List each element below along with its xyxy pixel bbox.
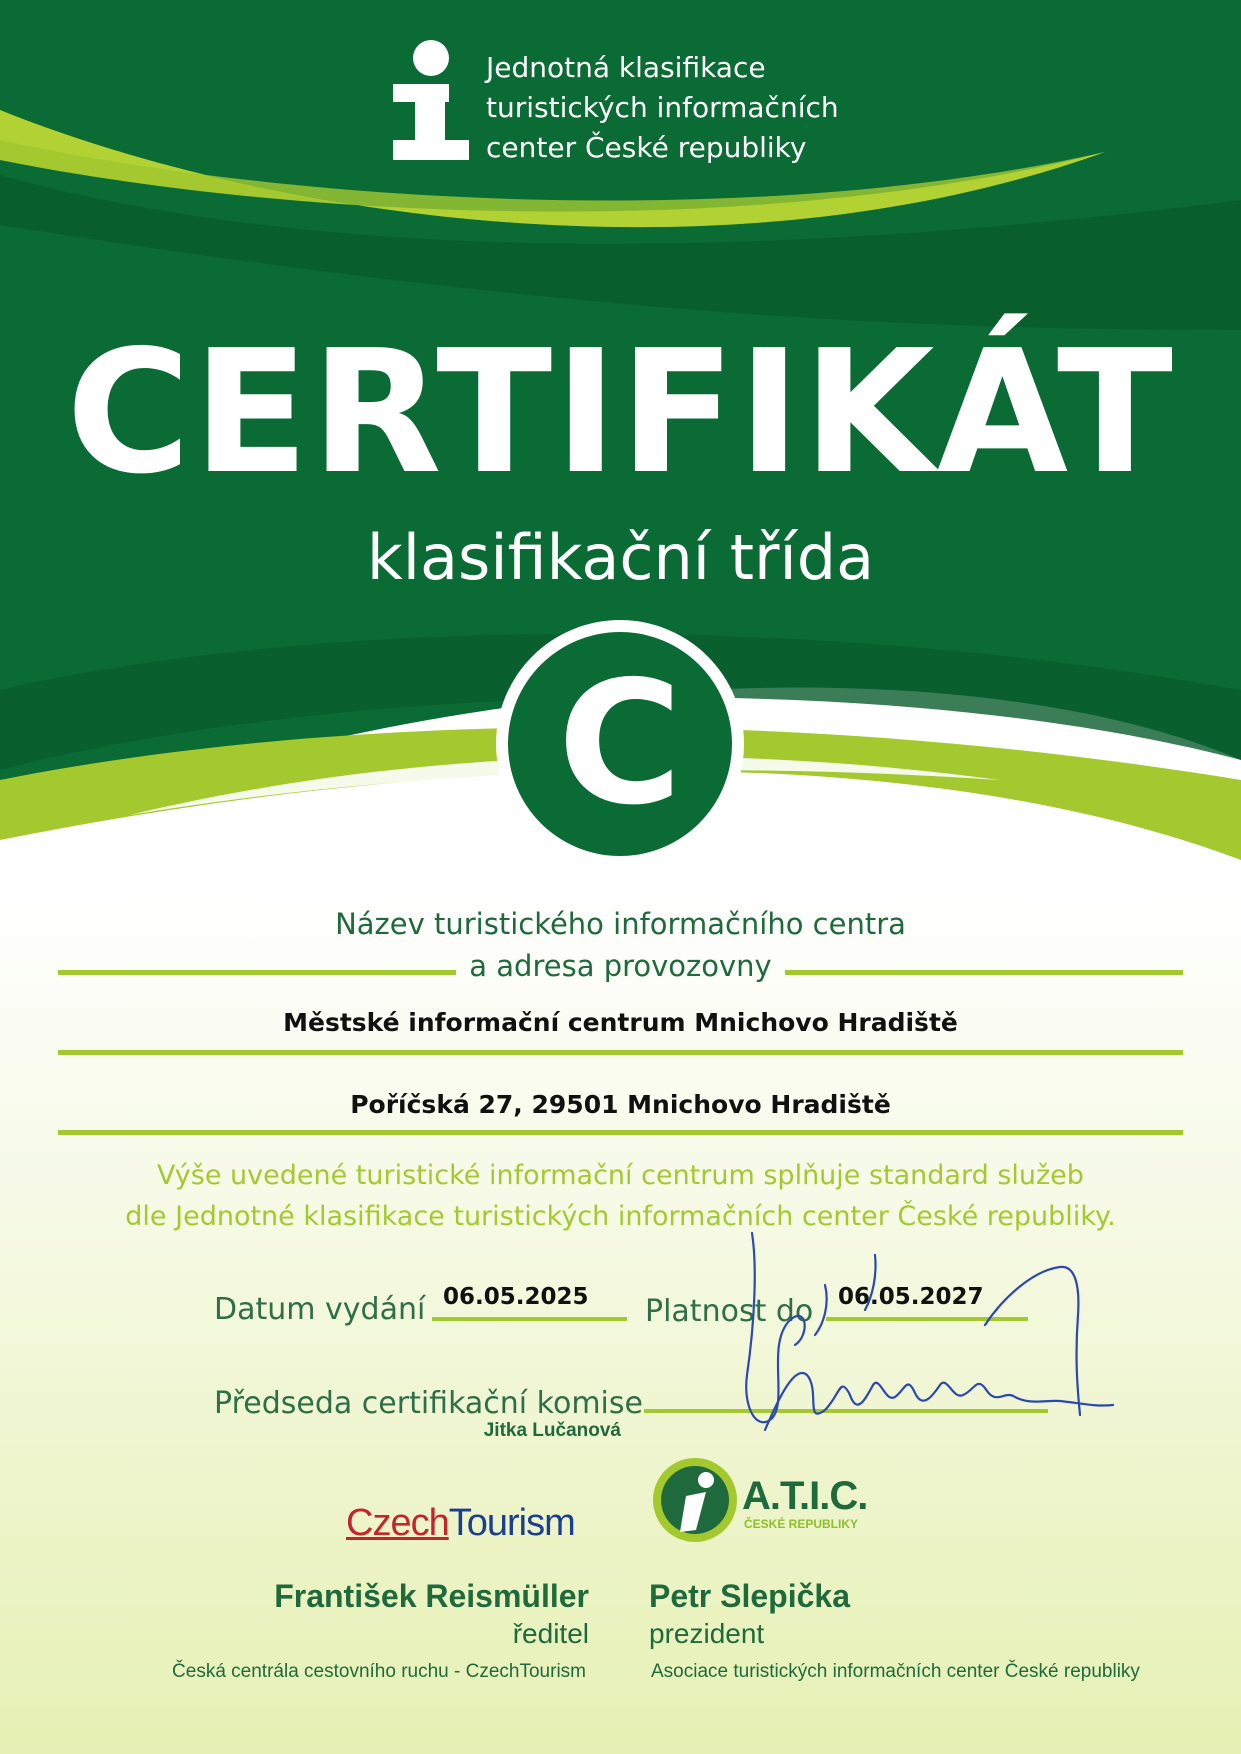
committee-chair-name: Jitka Lučanová [483,1420,621,1441]
signatory-2-name: Petr Slepička [649,1578,850,1614]
czechtourism-logo-tourism: Tourism [448,1502,575,1544]
certificate-subtitle: klasifikační třída [366,521,875,594]
handwritten-signature [735,1225,1125,1455]
statement-line1: Výše uvedené turistické informační centrum splňuje standard služeb [157,1160,1084,1191]
center-label-line2: a adresa provozovny [469,949,772,983]
issued-date: 06.05.2025 [443,1284,589,1310]
address-rule [58,1130,1183,1135]
logo-line-2: turistických informačních [486,91,839,124]
classification-logo-text [486,48,839,168]
signatory-1-organization: Česká centrála cestovního ruchu - CzechTourism [172,1661,586,1682]
label-rule-right [785,970,1183,975]
atic-logo-icon [650,1452,740,1544]
center-label-line1: Název turistického informačního centra [335,907,906,941]
issued-label: Datum vydání [214,1292,426,1327]
center-name: Městské informační centrum Mnichovo Hradiště [283,1008,958,1037]
center-address: Poříčská 27, 29501 Mnichovo Hradiště [350,1090,891,1119]
logo-line-3: center České republiky [486,131,807,164]
czechtourism-logo-czech: Czech [346,1502,449,1544]
atic-logo-title: A.T.I.C. [742,1474,868,1518]
statement-line2: dle Jednotné klasifikace turistických informačních center České republiky. [125,1201,1116,1232]
signatory-2-role: prezident [649,1618,765,1649]
committee-label: Předseda certifikační komise [214,1386,643,1421]
info-i-logo-icon [393,40,469,160]
class-badge [496,620,744,868]
valid-date: 06.05.2027 [838,1284,984,1310]
name-rule [58,1050,1183,1055]
czechtourism-logo [346,1500,575,1546]
certificate-title: CERTIFIKÁT [66,314,1175,512]
signatory-1-name: František Reismüller [274,1578,589,1614]
signatory-2-organization: Asociace turistických informačních center České republiky [651,1661,1140,1682]
logo-line-1: Jednotná klasifikace [486,51,766,84]
issued-rule [432,1317,627,1321]
valid-label: Platnost do [645,1294,814,1329]
atic-logo-subtitle: ČESKÉ REPUBLIKY [744,1517,859,1531]
signatory-1-role: ředitel [512,1618,589,1649]
class-letter: C [508,632,732,856]
